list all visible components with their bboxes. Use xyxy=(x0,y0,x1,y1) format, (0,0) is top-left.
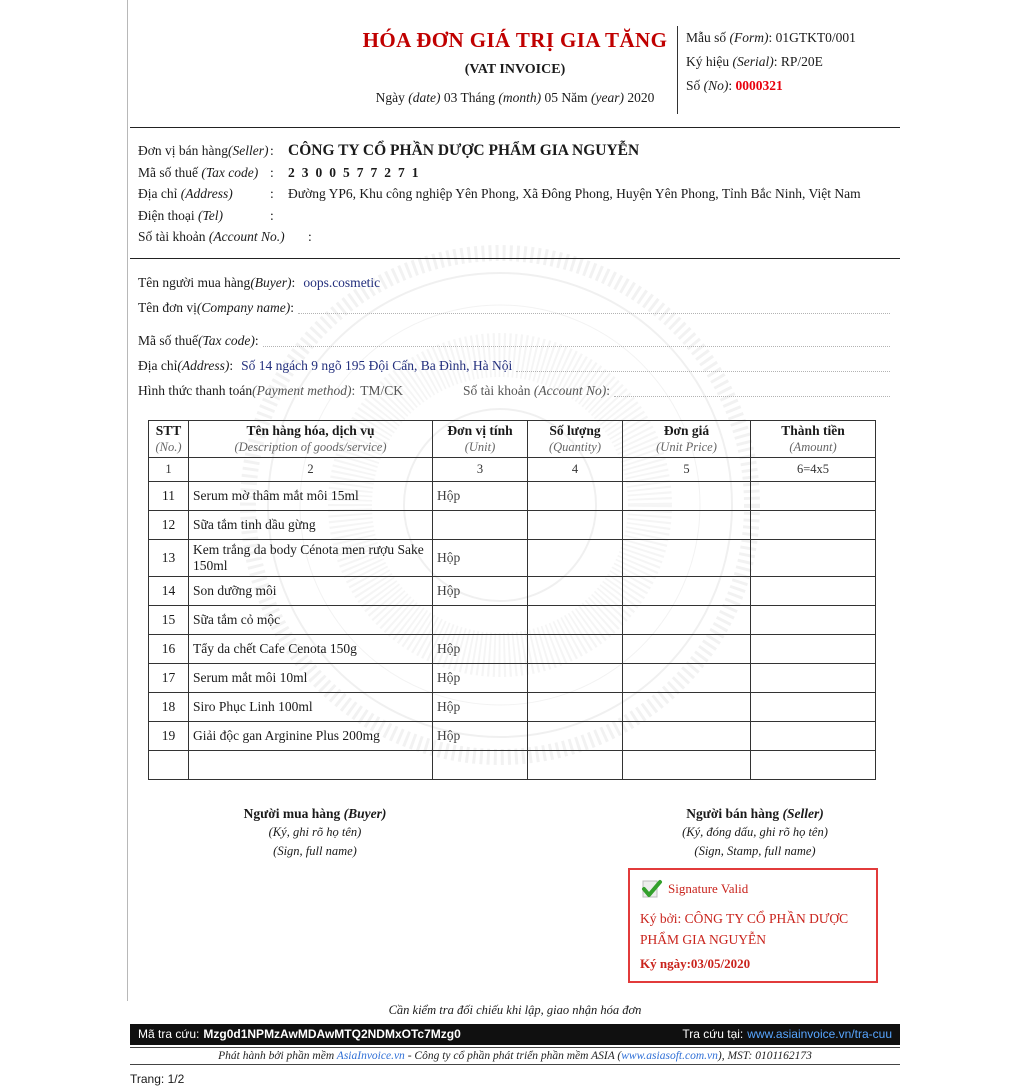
month-en: (month) xyxy=(498,90,542,105)
buyer-taxcode-label-vn: Mã số thuế xyxy=(138,332,198,348)
cell-description: Sữa tắm cỏ mộc xyxy=(189,605,433,634)
seller-address-row xyxy=(138,183,892,205)
date-en: (date) xyxy=(408,90,441,105)
cell-description: Serum mắt môi 10ml xyxy=(189,663,433,692)
cell-unit-price xyxy=(623,721,751,750)
cell-unit-price xyxy=(623,750,751,779)
cell-no: 19 xyxy=(149,721,189,750)
signed-by-line xyxy=(640,908,866,950)
cell-unit-price xyxy=(623,634,751,663)
cell-unit-price xyxy=(623,510,751,539)
cell-amount xyxy=(751,750,876,779)
lookup-at-label: Tra cứu tại: xyxy=(682,1027,744,1041)
table-row xyxy=(149,634,876,663)
seller-name-row xyxy=(138,140,892,162)
payment-label-en: (Payment method) xyxy=(252,382,352,398)
cell-unit: Hộp xyxy=(433,692,528,721)
cell-no: 13 xyxy=(149,539,189,576)
buyer-name-value: oops.cosmetic xyxy=(303,274,381,290)
digital-signature-stamp xyxy=(628,868,878,983)
cell-quantity xyxy=(528,692,623,721)
seller-colon: : xyxy=(270,143,274,158)
cell-description: Tẩy da chết Cafe Cenota 150g xyxy=(189,634,433,663)
invoice-table-body xyxy=(149,481,876,779)
buyer-sign-note-vn: (Ký, ghi rõ họ tên) xyxy=(268,824,362,839)
header-description: Tên hàng hóa, dịch vụ (Description of goods/service) xyxy=(189,420,433,457)
cell-unit: Hộp xyxy=(433,481,528,510)
seller-account-value xyxy=(326,226,892,248)
tel-label xyxy=(138,205,270,227)
cell-amount xyxy=(751,692,876,721)
seller-label xyxy=(138,140,270,162)
buyer-signature-block xyxy=(205,806,425,860)
address-label-en: (Address) xyxy=(180,186,233,201)
buyer-taxcode-row xyxy=(138,329,892,352)
month-val: 05 xyxy=(541,90,558,105)
cell-description: Son dưỡng môi xyxy=(189,576,433,605)
seller-taxcode-value: 2300577271 xyxy=(288,164,426,180)
seller-sign-note-vn: (Ký, đóng dấu, ghi rõ họ tên) xyxy=(682,824,828,839)
tel-label-en: (Tel) xyxy=(198,207,224,223)
buyer-company-row xyxy=(138,296,892,319)
serial-label-en: (Serial) xyxy=(732,54,774,69)
taxcode-label xyxy=(138,162,270,184)
buyer-sign-title: Người mua hàng (Buyer) xyxy=(243,805,387,821)
table-row xyxy=(149,721,876,750)
buyer-address-label-vn: Địa chỉ xyxy=(138,357,178,373)
buyer-taxcode-colon: : xyxy=(254,332,259,348)
date-word: Ngày xyxy=(375,90,409,105)
signed-by-label: Ký bởi: xyxy=(640,910,685,926)
seller-address-value: Đường YP6, Khu công nghiệp Yên Phong, Xã Đông Phong, Huyện Yên Phong, Tỉnh Bắc Ninh, Việt Nam xyxy=(288,186,861,201)
cell-amount xyxy=(751,721,876,750)
taxcode-label-vn: Mã số thuế xyxy=(138,164,202,180)
cell-quantity xyxy=(528,539,623,576)
publisher-prefix: Phát hành bởi phần mềm xyxy=(218,1049,337,1062)
header-unit-price: Đơn giá (Unit Price) xyxy=(623,420,751,457)
tel-colon: : xyxy=(270,207,274,223)
address-dotted-line xyxy=(516,371,890,372)
address-label-vn: Địa chỉ xyxy=(138,186,181,201)
cell-description: Kem trắng da body Cénota men rượu Sake 150ml xyxy=(189,539,433,576)
invoice-subtitle: (VAT INVOICE) xyxy=(464,62,566,77)
colnum-1: 1 xyxy=(149,457,189,481)
cell-amount xyxy=(751,539,876,576)
account-colon: : xyxy=(308,229,312,244)
invoice-header xyxy=(130,0,900,128)
cell-unit-price xyxy=(623,692,751,721)
cell-unit: Hộp xyxy=(433,539,528,576)
table-row xyxy=(149,605,876,634)
cell-amount xyxy=(751,576,876,605)
cell-description xyxy=(189,750,433,779)
cell-unit xyxy=(433,605,528,634)
serial-label: Ký hiệu xyxy=(686,54,733,69)
cell-unit: Hộp xyxy=(433,721,528,750)
cell-no: 12 xyxy=(149,510,189,539)
year-val: 2020 xyxy=(623,90,655,105)
table-row xyxy=(149,510,876,539)
account-dotted-line xyxy=(614,396,890,397)
invoice-title: HÓA ĐƠN GIÁ TRỊ GIA TĂNG xyxy=(362,28,668,52)
buyer-account-label-vn: Số tài khoản xyxy=(463,382,534,398)
seller-taxcode-row xyxy=(138,162,892,184)
seller-account-row xyxy=(138,226,892,248)
taxcode-colon: : xyxy=(270,164,274,180)
header-amount: Thành tiền (Amount) xyxy=(751,420,876,457)
account-label-en: (Account No.) xyxy=(208,229,285,244)
table-header-row xyxy=(149,420,876,457)
number-label-en: (No) xyxy=(703,78,729,93)
cell-amount xyxy=(751,663,876,692)
year-en: (year) xyxy=(591,90,624,105)
year-word: Năm xyxy=(558,90,591,105)
colnum-4: 4 xyxy=(528,457,623,481)
cell-quantity xyxy=(528,510,623,539)
cell-quantity xyxy=(528,721,623,750)
cell-no: 18 xyxy=(149,692,189,721)
lookup-code-value: Mzg0d1NPMzAwMDAwMTQ2NDMxOTc7Mzg0 xyxy=(203,1027,461,1041)
cell-no: 14 xyxy=(149,576,189,605)
buyer-label-vn: Tên người mua hàng xyxy=(138,274,251,290)
cell-amount xyxy=(751,510,876,539)
seller-section xyxy=(130,128,900,259)
cell-unit-price xyxy=(623,605,751,634)
seller-tel-value xyxy=(288,205,892,227)
company-label-en: (Company name) xyxy=(196,299,291,315)
header-unit: Đơn vị tính (Unit) xyxy=(433,420,528,457)
page-indicator: Trang: 1/2 xyxy=(130,1071,185,1086)
cell-quantity xyxy=(528,605,623,634)
company-dotted-line xyxy=(298,313,890,314)
buyer-address-value: Số 14 ngách 9 ngõ 195 Đội Cấn, Ba Đình, Hà Nội xyxy=(241,357,513,373)
header-stt: STT (No.) xyxy=(149,420,189,457)
cell-quantity xyxy=(528,481,623,510)
address-colon: : xyxy=(270,186,274,201)
cell-no: 17 xyxy=(149,663,189,692)
cell-description: Siro Phục Linh 100ml xyxy=(189,692,433,721)
publisher-mid: - Công ty cổ phần phát triển phần mềm ASIA ( xyxy=(404,1049,622,1062)
cell-unit: Hộp xyxy=(433,634,528,663)
month-word: Tháng xyxy=(457,90,499,105)
cell-no xyxy=(149,750,189,779)
table-row xyxy=(149,692,876,721)
tel-label-vn: Điện thoại xyxy=(138,207,198,223)
payment-method-row xyxy=(138,379,892,402)
buyer-section xyxy=(130,259,900,414)
seller-label-en: (Seller) xyxy=(228,143,269,158)
buyer-name-row xyxy=(138,271,892,294)
serial-value: : RP/20E xyxy=(773,54,823,69)
publisher-suffix: ), MST: 0101162173 xyxy=(717,1049,812,1062)
table-row xyxy=(149,481,876,510)
cell-no: 15 xyxy=(149,605,189,634)
company-colon: : xyxy=(290,299,295,315)
lookup-bar xyxy=(130,1024,900,1045)
check-note: Cần kiểm tra đối chiếu khi lập, giao nhận hóa đơn xyxy=(388,1002,642,1017)
form-label-en: (Form) xyxy=(729,30,769,45)
seller-tel-row xyxy=(138,205,892,227)
cell-no: 16 xyxy=(149,634,189,663)
signature-valid-label: Signature Valid xyxy=(668,880,749,896)
buyer-taxcode-label-en: (Tax code) xyxy=(198,332,255,348)
colnum-2: 2 xyxy=(189,457,433,481)
buyer-sign-note-en: (Sign, full name) xyxy=(273,843,357,858)
account-label-vn: Số tài khoản xyxy=(138,229,209,244)
seller-signature-block xyxy=(635,806,875,860)
buyer-colon: : xyxy=(291,274,296,290)
cell-amount xyxy=(751,634,876,663)
cell-unit-price xyxy=(623,663,751,692)
signed-date-line: Ký ngày:03/05/2020 xyxy=(640,955,751,971)
cell-unit-price xyxy=(623,481,751,510)
buyer-account-colon: : xyxy=(606,382,611,398)
cell-unit xyxy=(433,750,528,779)
table-row xyxy=(149,539,876,576)
table-row xyxy=(149,663,876,692)
invoice-meta xyxy=(686,26,900,98)
cell-unit-price xyxy=(623,539,751,576)
table-row xyxy=(149,576,876,605)
column-number-row xyxy=(149,457,876,481)
invoice-number xyxy=(686,74,900,98)
taxcode-dotted-line xyxy=(263,346,890,347)
seller-label-vn: Đơn vị bán hàng xyxy=(138,143,228,158)
colnum-5: 5 xyxy=(623,457,751,481)
page-edge-line xyxy=(127,0,128,1001)
lookup-at xyxy=(682,1027,892,1041)
signed-by-value: CÔNG TY CỔ PHẦN DƯỢC PHẨM GIA NGUYỄN xyxy=(640,910,849,947)
form-number xyxy=(686,26,900,50)
company-label-vn: Tên đơn vị xyxy=(138,299,197,315)
cell-description: Giải độc gan Arginine Plus 200mg xyxy=(189,721,433,750)
lookup-code-label: Mã tra cứu: xyxy=(138,1027,200,1041)
publisher-line xyxy=(130,1047,900,1065)
number-value: 0000321 xyxy=(735,78,783,93)
lookup-url-link: www.asiainvoice.vn/tra-cuu xyxy=(747,1027,892,1041)
header-separator-line xyxy=(677,26,678,114)
asiasoft-link: www.asiasoft.com.vn xyxy=(621,1049,718,1062)
cell-quantity xyxy=(528,750,623,779)
cell-unit: Hộp xyxy=(433,576,528,605)
cell-unit-price xyxy=(623,576,751,605)
signature-section xyxy=(130,806,900,860)
address-label xyxy=(138,183,270,205)
green-check-icon xyxy=(640,878,662,900)
cell-unit xyxy=(433,510,528,539)
form-value: : 01GTKT0/001 xyxy=(768,30,856,45)
cell-quantity xyxy=(528,634,623,663)
seller-sign-note-en: (Sign, Stamp, full name) xyxy=(694,843,816,858)
buyer-account-label-en: (Account No) xyxy=(533,382,607,398)
cell-description: Sữa tắm tinh dầu gừng xyxy=(189,510,433,539)
invoice-document xyxy=(130,0,900,1086)
payment-method-value: TM/CK xyxy=(360,382,404,398)
buyer-address-row xyxy=(138,354,892,377)
table-row xyxy=(149,750,876,779)
date-day: 03 xyxy=(440,90,458,105)
seller-company-name: CÔNG TY CỔ PHẦN DƯỢC PHẨM GIA NGUYỄN xyxy=(288,142,640,159)
cell-quantity xyxy=(528,576,623,605)
cell-no: 11 xyxy=(149,481,189,510)
header-quantity: Số lượng (Quantity) xyxy=(528,420,623,457)
cell-amount xyxy=(751,481,876,510)
colnum-3: 3 xyxy=(433,457,528,481)
taxcode-label-en: (Tax code) xyxy=(201,164,259,180)
seller-sign-title: Người bán hàng (Seller) xyxy=(686,805,824,821)
number-colon: : xyxy=(728,78,736,93)
cell-unit: Hộp xyxy=(433,663,528,692)
signature-valid-row xyxy=(640,878,866,900)
invoice-items-table xyxy=(148,420,876,780)
asiainvoice-link: AsiaInvoice.vn xyxy=(336,1049,405,1062)
payment-colon: : xyxy=(351,382,356,398)
cell-amount xyxy=(751,605,876,634)
cell-quantity xyxy=(528,663,623,692)
buyer-address-colon: : xyxy=(229,357,234,373)
colnum-6: 6=4x5 xyxy=(751,457,876,481)
form-label: Mẫu số xyxy=(686,30,730,45)
cell-description: Serum mờ thâm mắt môi 15ml xyxy=(189,481,433,510)
buyer-account-label xyxy=(463,379,610,402)
number-label: Số xyxy=(686,78,704,93)
buyer-address-label-en: (Address) xyxy=(177,357,230,373)
buyer-label-en: (Buyer) xyxy=(250,274,292,290)
serial-number xyxy=(686,50,900,74)
account-label xyxy=(138,226,308,248)
payment-label-vn: Hình thức thanh toán xyxy=(138,382,253,398)
